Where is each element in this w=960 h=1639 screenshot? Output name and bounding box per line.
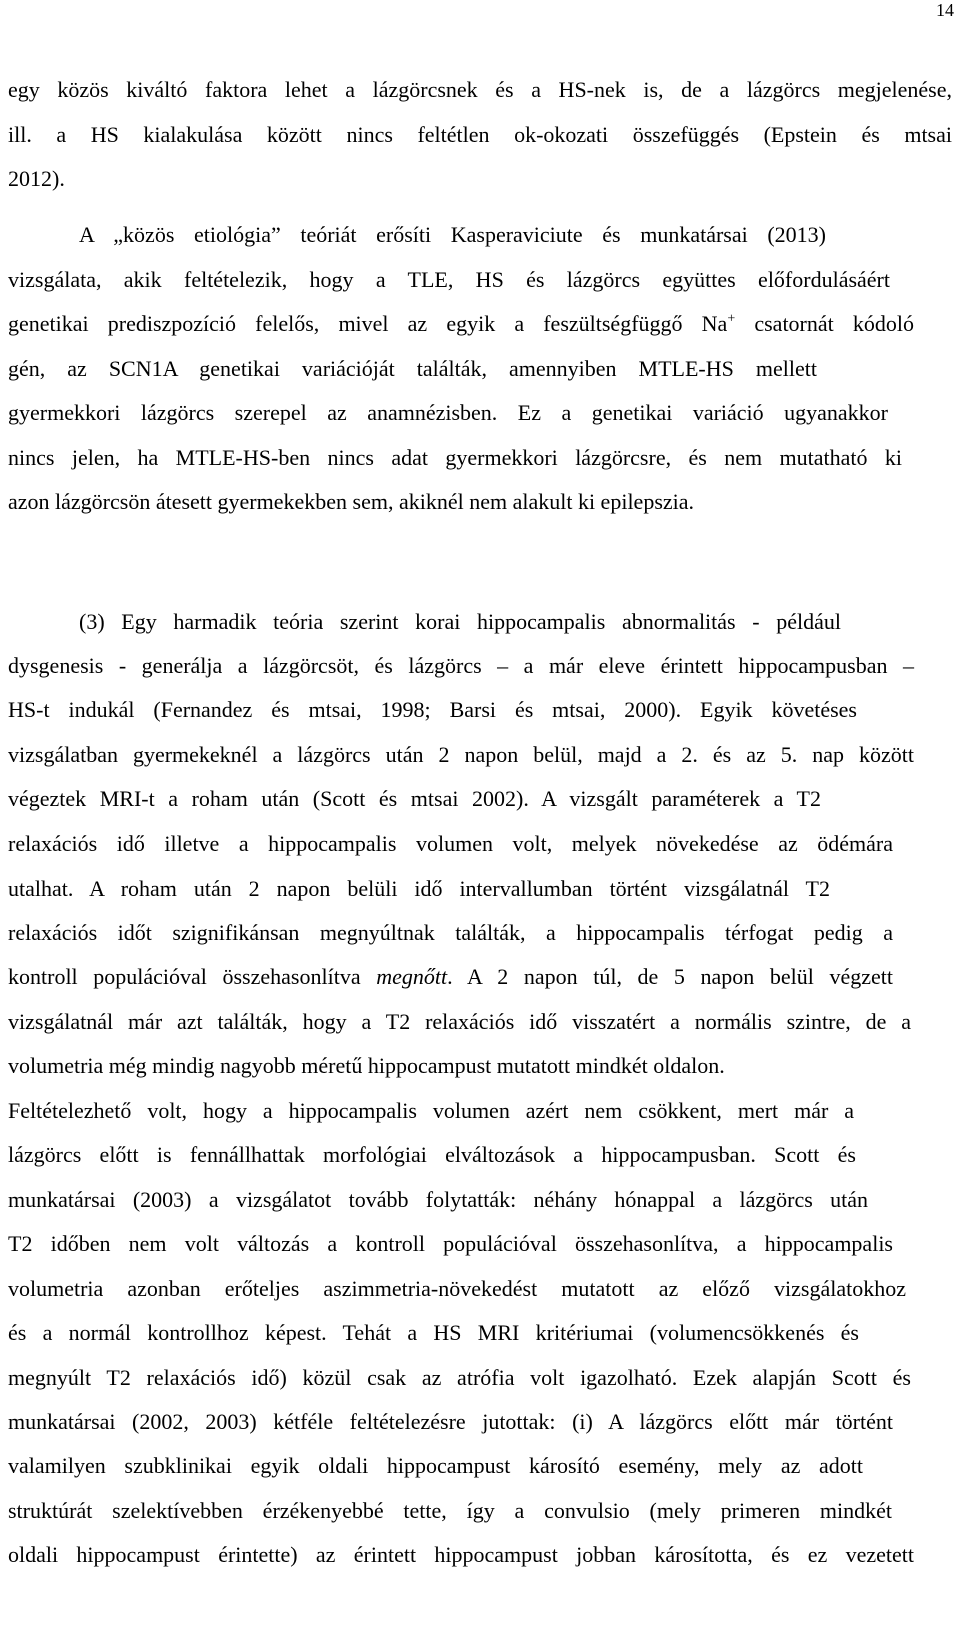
text-segment: . A 2 napon túl, de 5 napon belül végzett (447, 964, 893, 989)
text-line: végeztek MRI-t a roham után (Scott és mtsai 2002). A vizsgált paraméterek a T2 (8, 786, 821, 811)
page-number: 14 (936, 0, 954, 20)
text-line: gén, az SCN1A genetikai variációját találták, amennyiben MTLE-HS mellett (8, 356, 817, 381)
text-line: volumetria azonban erőteljes aszimmetria-növekedést mutatott az előző vizsgálatokhoz (8, 1276, 906, 1301)
text-segment: genetikai prediszpozíció felelős, mivel az egyik a feszültségfüggő Na (8, 311, 728, 336)
text-line: oldali hippocampust érintette) az érintett hippocampust jobban károsította, és ez vezetett (8, 1542, 914, 1567)
text-line: Feltételezhető volt, hogy a hippocampalis volumen azért nem csökkent, mert már a (8, 1098, 854, 1123)
text-line: munkatársai (2002, 2003) kétféle feltételezésre jutottak: (i) A lázgörcs előtt már történt (8, 1409, 893, 1434)
text-line: (3) Egy harmadik teória szerint korai hippocampalis abnormalitás - például (79, 609, 841, 634)
text-line: vizsgálatnál már azt találták, hogy a T2 relaxációs idő visszatért a normális szintre, de a (8, 1009, 911, 1034)
text-line: relaxációs idő illetve a hippocampalis volumen volt, melyek növekedése az ödémára (8, 831, 893, 856)
text-line: gyermekkori lázgörcs szerepel az anamnézisben. Ez a genetikai variáció ugyanakkor (8, 400, 888, 425)
text-line: utalhat. A roham után 2 napon belüli idő intervallumban történt vizsgálatnál T2 (8, 876, 830, 901)
text-line: volumetria még mindig nagyobb méretű hippocampust mutatott mindkét oldalon. (8, 1053, 725, 1078)
text-line: 2012). (8, 166, 65, 191)
text-line: vizsgálatban gyermekeknél a lázgörcs után 2 napon belül, majd a 2. és az 5. nap között (8, 742, 914, 767)
text-line: egy közös kiváltó faktora lehet a lázgörcsnek és a HS-nek is, de a lázgörcs megjelenése, (8, 77, 952, 102)
text-line: dysgenesis - generálja a lázgörcsöt, és lázgörcs – a már eleve érintett hippocampusban – (8, 653, 914, 678)
text-segment: csatornát kódoló (735, 311, 914, 336)
text-line: munkatársai (2003) a vizsgálatot tovább folytatták: néhány hónappal a lázgörcs után (8, 1187, 868, 1212)
text-line: struktúrát szelektívebben érzékenyebbé tette, így a convulsio (mely primeren mindkét (8, 1498, 892, 1523)
text-line: megnyúlt T2 relaxációs idő) közül csak az atrófia volt igazolható. Ezek alapján Scott és (8, 1365, 911, 1390)
text-line: azon lázgörcsön átesett gyermekekben sem, akiknél nem alakult ki epilepszia. (8, 489, 695, 514)
emphasized-word: megnőtt (376, 964, 448, 989)
text-line: nincs jelen, ha MTLE-HS-ben nincs adat gyermekkori lázgörcsre, és nem mutatható ki (8, 445, 902, 470)
text-segment: kontroll populációval összehasonlítva (8, 964, 377, 989)
text-line: lázgörcs előtt is fennállhattak morfológiai elváltozások a hippocampusban. Scott és (8, 1142, 856, 1167)
text-line: HS-t indukál (Fernandez és mtsai, 1998; Barsi és mtsai, 2000). Egyik követéses (8, 697, 857, 722)
text-line: T2 időben nem volt változás a kontroll populációval összehasonlítva, a hippocampalis (8, 1231, 893, 1256)
text-line: relaxációs időt szignifikánsan megnyúltnak találták, a hippocampalis térfogat pedig a (8, 920, 893, 945)
text-line: vizsgálata, akik feltételezik, hogy a TLE, HS és lázgörcs együttes előfordulásáért (8, 267, 890, 292)
text-line: és a normál kontrollhoz képest. Tehát a HS MRI kritériumai (volumencsökkenés és (8, 1320, 859, 1345)
superscript-plus: + (727, 311, 736, 327)
text-line: valamilyen szubklinikai egyik oldali hippocampust károsító esemény, mely az adott (8, 1453, 863, 1478)
text-line (8, 311, 914, 337)
text-line (8, 964, 893, 990)
text-line: A „közös etiológia” teóriát erősíti Kasperaviciute és munkatársai (2013) (79, 222, 826, 247)
text-line: ill. a HS kialakulása között nincs feltétlen ok-okozati összefüggés (Epstein és mtsai (8, 122, 952, 147)
